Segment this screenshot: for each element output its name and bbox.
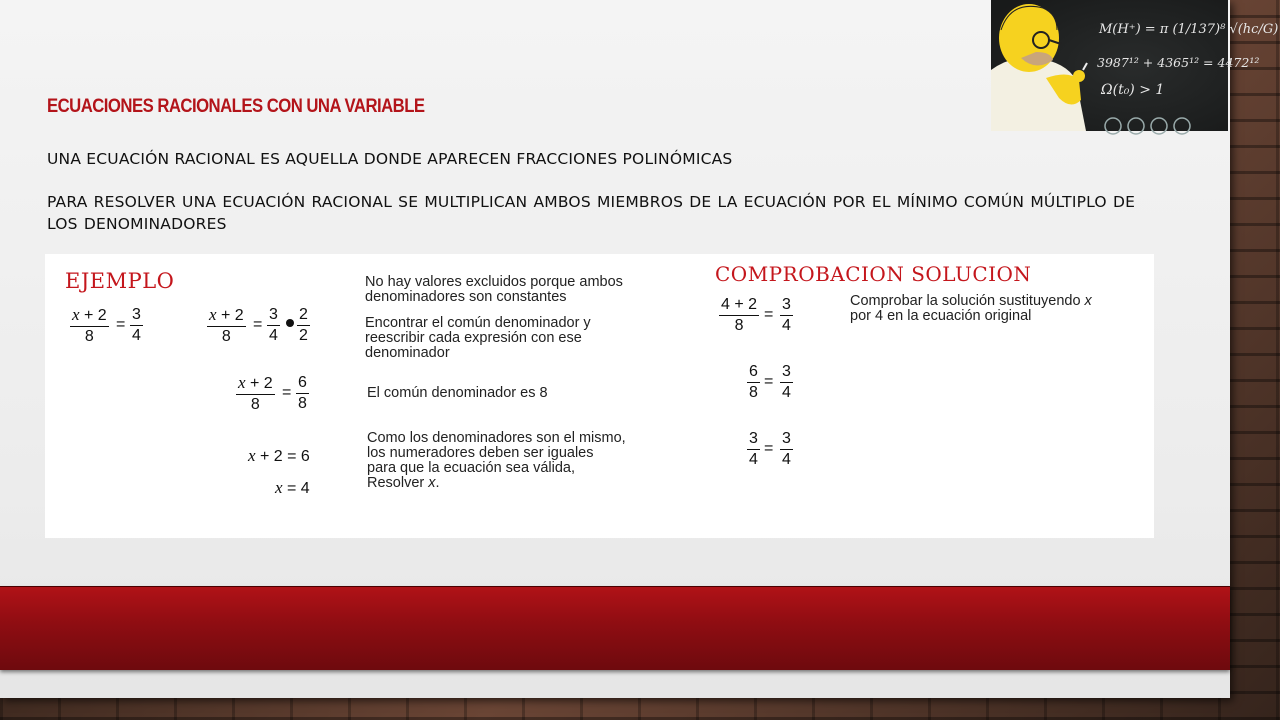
method-paragraph: PARA RESOLVER UNA ECUACIÓN RACIONAL SE MULTIPLICAN AMBOS MIEMBROS DE LA ECUACIÓN POR EL MÍNIMO COMÚN MÚLTIPLO DE LOS DENOMINADORES <box>47 193 1136 233</box>
step1-equals: = <box>116 316 126 333</box>
check-header: COMPROBACION SOLUCION <box>715 262 1032 286</box>
chalk-equation-2: 3987¹² + 4365¹² = 4472¹² <box>1097 55 1260 70</box>
step3-right-fraction: $\frac{6}{8}$ <box>298 374 307 412</box>
step2-left-fraction: $\frac{x + 2}{8}$ <box>209 305 244 345</box>
check2-left-fraction: $\frac{6}{8}$ <box>749 363 758 401</box>
check1-left-fraction: $\frac{4 + 2}{8}$ <box>721 296 758 334</box>
slide-title: ECUACIONES RACIONALES CON UNA VARIABLE <box>47 96 425 117</box>
step5-solution: x = 4 <box>275 478 310 497</box>
example-header: EJEMPLO <box>65 269 175 293</box>
worked-example-panel <box>45 254 1154 538</box>
note-check-substitution: Comprobar la solución sustituyendo x por 4 en la ecuación original <box>850 293 1092 324</box>
step1-right-fraction: $\frac{3}{4}$ <box>132 306 141 344</box>
step4-equation: x + 2 = 6 <box>248 446 310 465</box>
note-denominator-is-8: El común denominador es 8 <box>367 385 548 401</box>
multiply-dot <box>286 319 294 327</box>
check3-left-fraction: $\frac{3}{4}$ <box>749 430 758 468</box>
check2-right-fraction: $\frac{3}{4}$ <box>782 363 791 401</box>
step1-left-fraction: $\frac{x + 2}{8}$ <box>72 305 107 345</box>
step2-equals: = <box>253 316 263 333</box>
step3-left-fraction: $\frac{x + 2}{8}$ <box>238 373 273 413</box>
footer-red-band <box>0 587 1230 670</box>
step2-multiplier-fraction: $\frac{2}{2}$ <box>299 306 308 344</box>
check3-right-fraction: $\frac{3}{4}$ <box>782 430 791 468</box>
definition-paragraph: UNA ECUACIÓN RACIONAL ES AQUELLA DONDE APARECEN FRACCIONES POLINÓMICAS <box>47 150 733 168</box>
chalkboard-cartoon-image <box>991 0 1279 131</box>
check1-equals: = <box>764 306 774 323</box>
chalk-equation-1: M(H⁺) = π (1/137)⁸ √(hc/G) <box>1099 22 1279 37</box>
note-no-excluded-values: No hay valores excluidos porque ambos denominadores son constantes <box>365 274 623 305</box>
step3-equals: = <box>282 384 292 401</box>
check2-equals: = <box>764 373 774 390</box>
chalk-equation-3: Ω(t₀) > 1 <box>1101 82 1165 98</box>
check1-right-fraction: $\frac{3}{4}$ <box>782 296 791 334</box>
note-equal-numerators: Como los denominadores son el mismo, los numeradores deben ser iguales para que la ecuación sea válida, Resolver x. <box>367 430 626 491</box>
step2-right-fraction: $\frac{3}{4}$ <box>269 306 278 344</box>
note-common-denominator: Encontrar el común denominador y reescribir cada expresión con ese denominador <box>365 315 591 361</box>
check3-equals: = <box>764 440 774 457</box>
